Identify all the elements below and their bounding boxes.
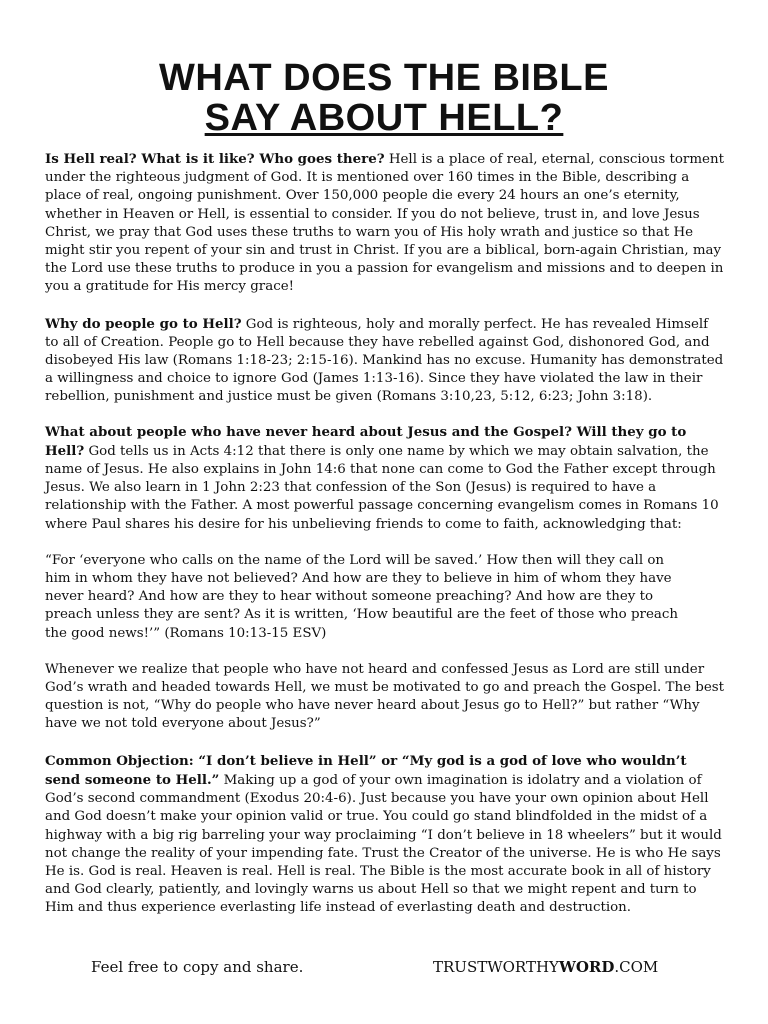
paragraph-text: Making up a god of your own imagination is idolatry and a violation of God’s second commandment (Exodus 20:4-6). Just because you have your own opinion about Hell and God doesn’t make your opinion valid or true. You could go stand blindfolded in the midst of a highway with a big rig barreling your way proclaiming “I don’t believe in 18 wheelers” but it would not change the reality of your impending fate. Trust the Creator of the universe. He is who He says He is. God is real. Heaven is real. Hell is real. The Bible is the most accurate book in all of history and God clearly, patiently, and lovingly warns us about Hell so that we might repent and turn to Him and thus experience everlasting life instead of everlasting death and destruction. [45, 772, 722, 916]
document-body [45, 150, 725, 936]
footer-website [433, 958, 658, 976]
paragraph-heading: What about people who have never heard about Jesus and the Gospel? Will they go to Hell? [45, 423, 687, 459]
title-line-2 [0, 98, 768, 138]
website-prefix: TRUSTWORTHY [433, 958, 559, 976]
paragraph-is-hell-real [45, 150, 725, 297]
page-title [0, 58, 768, 138]
paragraph-why-hell [45, 315, 725, 407]
paragraph-never-heard [45, 423, 725, 534]
scripture-quote: “For ‘everyone who calls on the name of the Lord will be saved.’ How then will they call on him in whom they have not believed? And how are they to believe in him of whom they have never heard? And how are they to hear without someone preaching? And how are they to preach unless they are sent? As it is written, ‘How beautiful are the feet of those who preach the good news!’” (Romans 10:13-15 ESV) [45, 552, 678, 641]
paragraph-motivation: Whenever we realize that people who have not heard and confessed Jesus as Lord are still under God’s wrath and headed towards Hell, we must be motivated to go and preach the Gospel. The best question is not, “Why do people who have never heard about Jesus go to Hell?” but rather “Why have we not told everyone about Jesus?” [45, 661, 724, 732]
paragraph-heading: Is Hell real? What is it like? Who goes there? [45, 151, 385, 167]
paragraph-text: God tells us in Acts 4:12 that there is only one name by which we may obtain salvation, the name of Jesus. He also explains in John 14:6 that none can come to God the Father except through Jesus. We also learn in 1 John 2:23 that confession of the Son (Jesus) is required to have a relationship with the Father. A most powerful passage concerning evangelism comes in Romans 10 where Paul shares his desire for his unbelieving friends to come to faith, acknowledging that: [45, 443, 719, 532]
paragraph-text: God is righteous, holy and morally perfect. He has revealed Himself to all of Creation. People go to Hell because they have rebelled against God, dishonored God, and disobeyed His law (Romans 1:18-23; 2:15-16). Mankind has no excuse. Humanity has demonstrated a willingness and choice to ignore God (James 1:13-16). Since they have violated the law in their rebellion, punishment and justice must be given (Romans 3:10,23, 5:12, 6:23; John 3:18). [45, 316, 724, 405]
footer-share-note: Feel free to copy and share. [91, 958, 304, 976]
website-bold: WORD [558, 958, 615, 976]
website-suffix: .COM [614, 958, 659, 976]
paragraph-text: Hell is a place of real, eternal, conscious torment under the righteous judgment of God. It is mentioned over 160 times in the Bible, describing a place of real, ongoing punishment. Over 150,000 people die every 24 hours an one’s eternity, whether in Heaven or Hell, is essential to consider. If you do not believe, trust in, and love Jesus Christ, we pray that God uses these truths to warn you of His holy wrath and justice so that He might stir you repent of your sin and trust in Christ. If you are a biblical, born-again Christian, may the Lord use these truths to produce in you a passion for evangelism and missions and to deepen in you a gratitude for His mercy grace! [45, 152, 724, 295]
title-line-1: WHAT DOES THE BIBLE [158, 57, 609, 99]
paragraph-heading: Why do people go to Hell? [45, 315, 242, 332]
paragraph-common-objection [45, 752, 725, 918]
title-line-2-text: SAY ABOUT HELL? [204, 97, 564, 139]
paragraph-heading: Common Objection: “I don’t believe in Hell” or “My god is a god of love who wouldn’t send someone to Hell.” [45, 752, 687, 788]
